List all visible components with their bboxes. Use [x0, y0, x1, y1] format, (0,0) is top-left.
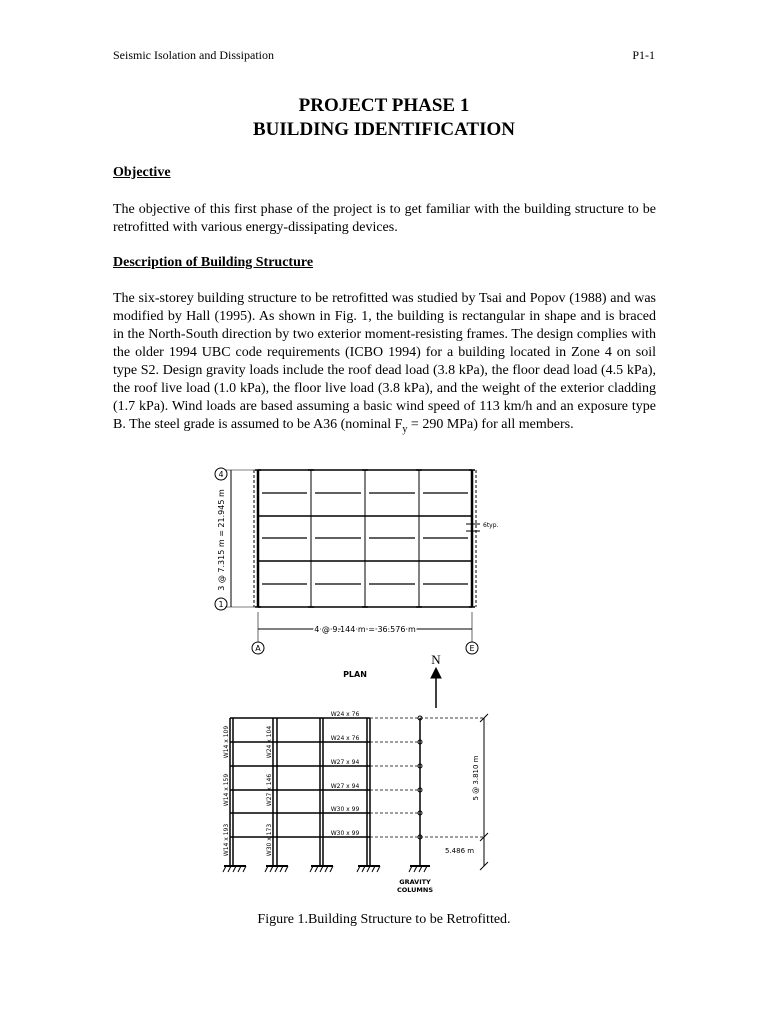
upper-storey-dimension: 5 @ 3.810 m — [472, 755, 480, 801]
first-storey-dimension: 5.486 m — [445, 847, 475, 855]
page-number: P1-1 — [632, 48, 655, 62]
typ-note: 6typ. — [483, 522, 499, 529]
running-header-title: Seismic Isolation and Dissipation — [113, 48, 274, 62]
plan-horizontal-dimension: 4 @ 9.144 m = 36.576 m — [314, 625, 416, 634]
int-column-label: W24 x 104 — [266, 725, 273, 759]
ext-column-label: W14 x 193 — [223, 823, 230, 857]
beam-label: W24 x 76 — [330, 735, 360, 742]
north-label: N — [431, 652, 441, 667]
beam-label: W27 x 94 — [330, 759, 360, 766]
beam-label: W24 x 76 — [330, 711, 360, 718]
description-heading: Description of Building Structure — [113, 255, 314, 270]
beam-label: W30 x 99 — [330, 830, 360, 837]
ext-column-label: W14 x 109 — [223, 725, 230, 759]
plan-label: PLAN — [343, 670, 367, 679]
plan-grid — [254, 470, 476, 607]
plan-vertical-dimension: 3 @ 7.315 m = 21.945 m — [217, 489, 226, 591]
grid-label-1: 1 — [218, 600, 224, 609]
objective-paragraph: The objective of this first phase of the project is to get familiar with the building structure to be retrofitted with various energy-dissipating devices. — [113, 202, 656, 235]
gravity-columns-label-2: COLUMNS — [396, 886, 434, 894]
grid-label-a: A — [255, 644, 261, 653]
description-text-b: = 290 MPa) for all members. — [407, 417, 574, 432]
gravity-columns-label-1: GRAVITY — [399, 878, 431, 886]
document-title-line2: BUILDING IDENTIFICATION — [252, 119, 515, 140]
beam-label: W27 x 94 — [330, 783, 360, 790]
int-column-label: W30 x 173 — [266, 823, 273, 857]
figure-caption: Figure 1.Building Structure to be Retrofitted. — [257, 912, 511, 927]
description-subscript: y — [402, 423, 408, 435]
beam-label: W30 x 99 — [330, 806, 360, 813]
objective-heading: Objective — [113, 165, 171, 180]
ext-column-label: W14 x 159 — [223, 773, 230, 807]
grid-label-4: 4 — [218, 470, 224, 479]
int-column-label: W27 x 146 — [266, 773, 273, 807]
grid-label-e: E — [469, 644, 475, 653]
document-title-line1: PROJECT PHASE 1 — [298, 95, 470, 116]
description-text-a: The six-storey building structure to be retrofitted was studied by Tsai and Popov (1988) and was modified by Hall (1995). As shown in Fig. 1, the building is rectangular in shape and is braced in the North-South direction by two exterior moment-resisting frames. The design complies with the older 1994 UBC code requirements (ICBO 1994) for a building located in Zone 4 on soil type S2. Design gravity loads include the roof dead load (3.8 kPa), the floor dead load (4.5 kPa), the roof live load (1.0 kPa), the floor live load (3.8 kPa), and the weight of the exterior cladding (1.7 kPa). Wind loads are based assuming a basic wind speed of 113 km/h and an exposure type B. The steel grade is assumed to be A36 (nominal F — [113, 291, 656, 432]
